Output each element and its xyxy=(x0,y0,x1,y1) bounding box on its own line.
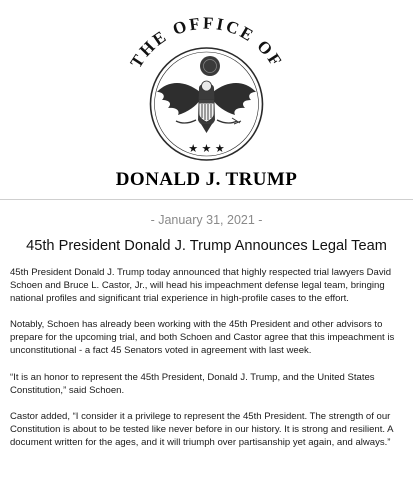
body-line: Schoen and Bruce L. Castor, Jr., will head his impeachment defense legal team, bringing xyxy=(10,280,385,292)
release-date: - January 31, 2021 - xyxy=(150,213,263,227)
seal-stars: ★ ★ ★ xyxy=(188,142,225,155)
body-line: “It is an honor to represent the 45th President, Donald J. Trump, and the United States xyxy=(10,371,375,383)
body-line: Constitution,” said Schoen. xyxy=(10,384,125,396)
body-line: prepare for the upcoming trial, and both Schoen and Castor agree that this impeachment is xyxy=(10,332,395,344)
seal-arc-text: THE OFFICE OF xyxy=(126,13,287,72)
paragraph-1 xyxy=(10,266,408,305)
org-name: DONALD J. TRUMP xyxy=(115,169,298,190)
release-body xyxy=(10,266,408,462)
eagle-seal-icon xyxy=(0,0,413,165)
paragraph-2 xyxy=(10,318,408,357)
paragraph-4 xyxy=(10,410,408,449)
release-title: 45th President Donald J. Trump Announces Legal Team xyxy=(26,238,387,254)
body-line: document written for the ages, and it will triumph over partisanship yet again, and always.” xyxy=(10,436,391,448)
body-line: national profiles and significant trial experience in high-profile cases to the effort. xyxy=(10,293,349,305)
press-release xyxy=(0,200,413,500)
body-line: unconstitutional - a fact 45 Senators voted in agreement with last week. xyxy=(10,345,312,357)
body-line: 45th President Donald J. Trump today announced that highly respected trial lawyers David xyxy=(10,267,392,278)
body-line: Notably, Schoen has already been working with the 45th President and other advisors to xyxy=(10,319,383,331)
body-line: Castor added, “I consider it a privilege to represent the 45th President. The strength of our xyxy=(10,410,391,422)
paragraph-3 xyxy=(10,371,408,397)
body-line: Constitution is about to be tested like never before in our history. It is strong and resilient. A xyxy=(10,423,394,435)
masthead xyxy=(0,0,413,200)
